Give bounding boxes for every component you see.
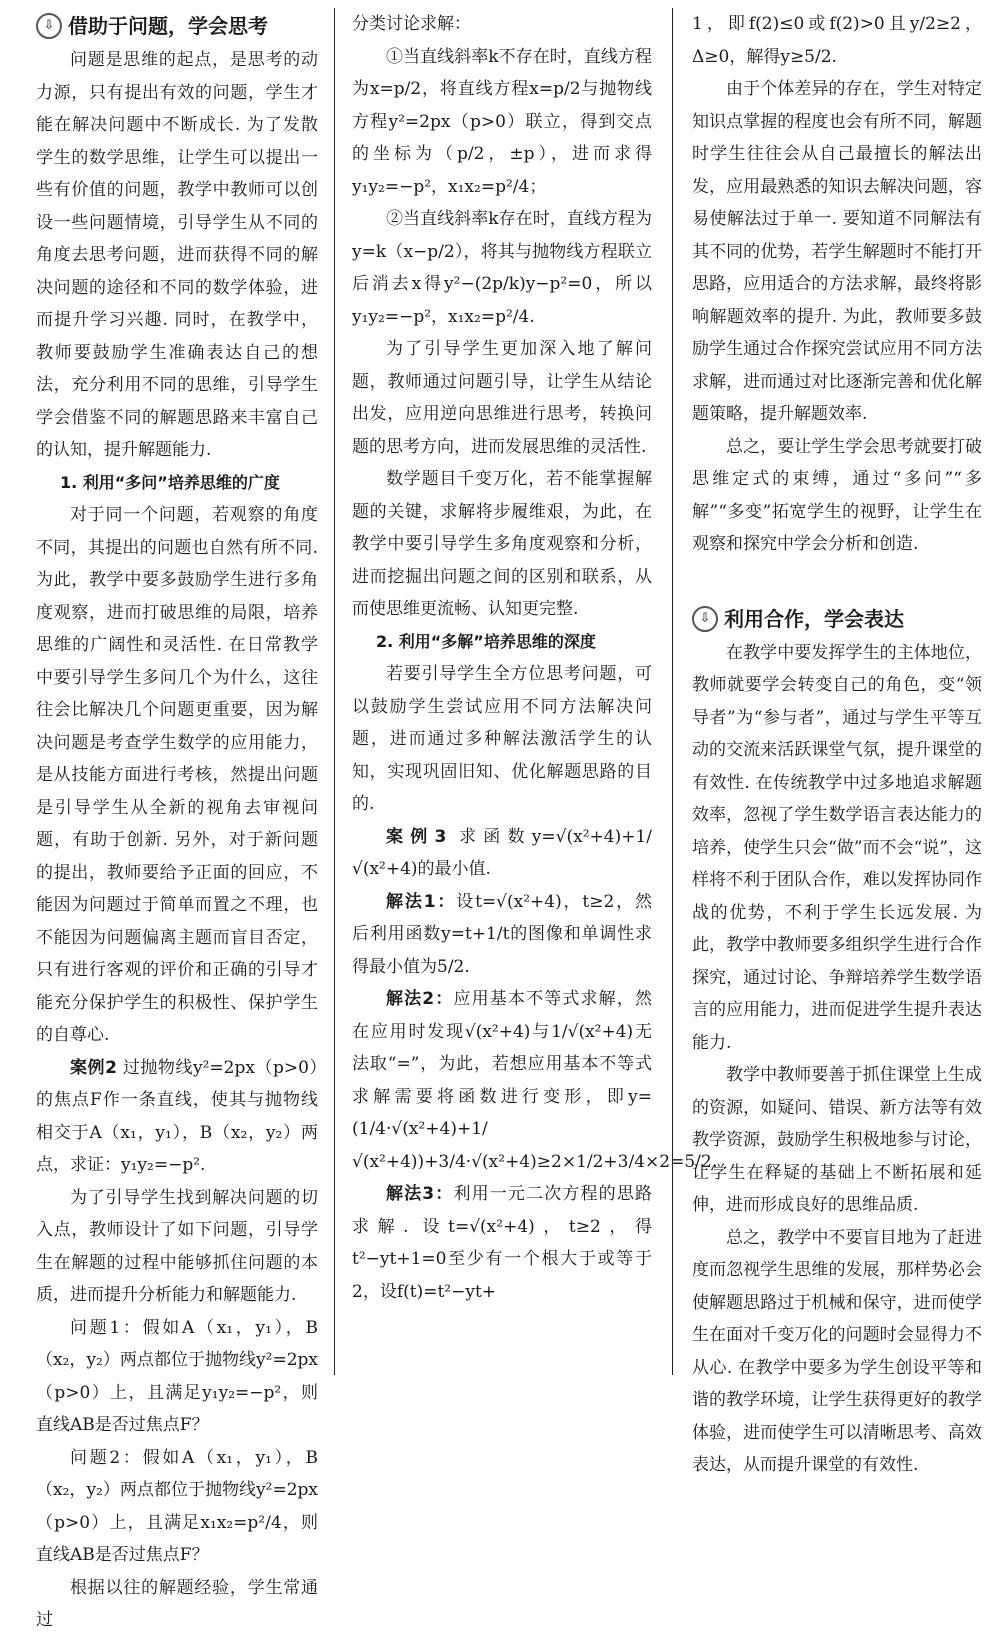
paragraph: 问题是思维的起点，是思考的动力源，只有提出有效的问题，学生才能在解决问题中不断成长. 为了发散学生的数学思维，让学生可以提出一些有价值的问题，教学中教师可以创设一些问题情境，引导学生从不同的角度去思考问题，进而获得不同的解决问题的途径和不同的数学体验，进而提升学习兴趣. 同时，在教学中，教师要鼓励学生准确表达自己的想法，充分利用不同的思维，引导学生学会借鉴不同的解题思路来丰富自己的认知，提升解题能力. [36, 50, 318, 460]
case-paragraph [352, 821, 652, 886]
paragraph: 分类讨论求解： [352, 14, 471, 34]
solution-text: 设t=√(x²+4)，t≥2，然后利用函数y=t+1/t的图像和单调性求得最小值为5/2. [352, 891, 652, 977]
paragraph: 1，即f(2)≤0或f(2)>0且y/2≥2，Δ≥0，解得y≥5/2. [692, 14, 982, 67]
subsection-title: 2. 利用“多解”培养思维的深度 [376, 631, 596, 651]
paragraph: 对于同一个问题，若观察的角度不同，其提出的问题也自然有所不同. 为此，教学中要多鼓励学生进行多角度观察，进而打破思维的局限，培养思维的广阔性和灵活性. 在日常教学中要引导学生多问几个为什么，这往往会比解决几个问题更重要，因为解决问题是考查学生数学的应用能力，是从技能方面进行考核，然提出问题是引导学生从全新的视角去审视问题，有助于创新. 另外，对于新问题的提出，教师要给予正面的回应，不能因为问题过于简单而置之不理，也不能因为问题偏离主题而盲目否定，只有进行客观的评价和正确的引导才能充分保护学生的积极性、保护学生的自尊心. [36, 505, 318, 1045]
paragraph: 由于个体差异的存在，学生对特定知识点掌握的程度也会有所不同，解题时学生往往会从自己最擅长的解法出发，应用最熟悉的知识去解决问题，容易使解法过于单一. 要知道不同解法有其不同的优势，若学生解题时不能打开思路，应用适合的方法求解，最终将影响解题效率的提升. 为此，教师要多鼓励学生通过合作探究尝试应用不同方法求解，进而通过对比逐渐完善和优化解题策略，提升解题效率. [692, 79, 982, 424]
column-1 [36, 8, 318, 1637]
solution-paragraph [352, 886, 652, 984]
subsection-title: 1. 利用“多问”培养思维的广度 [60, 472, 280, 492]
section-title: 借助于问题，学会思考 [68, 14, 268, 38]
column-3 [692, 8, 982, 1482]
section-heading [36, 8, 318, 44]
question-paragraph: 问题1：假如A（x₁，y₁），B（x₂，y₂）两点都位于抛物线y²=2px（p>0）上，且满足y₁y₂=−p²，则直线AB是否过焦点F？ [36, 1317, 318, 1435]
case-text: 求函数y=√(x²+4)+1/√(x²+4)的最小值. [352, 826, 652, 879]
column-2 [352, 8, 718, 1308]
paragraph: 总之，教学中不要盲目地为了赶进度而忽视学生思维的发展，那样势必会使解题思路过于机械和保守，进而使学生在面对千变万化的问题时会显得力不从心. 在教学中要多为学生创设平等和谐的教学环境，让学生获得更好的教学体验，进而使学生可以清晰思考、高效表达，从而提升课堂的有效性. [692, 1227, 982, 1475]
solution-label: 解法2： [386, 989, 454, 1009]
paragraph: 为了引导学生找到解决问题的切入点，教师设计了如下问题，引导学生在解题的过程中能够抓住问题的本质，进而提升分析能力和解题能力. [36, 1187, 318, 1305]
paragraph: 数学题目千变万化，若不能掌握解题的关键，求解将步履维艰，为此，在教学中要引导学生多角度观察和分析，进而挖掘出问题之间的区别和联系，从而使思维更流畅、认知更完整. [352, 469, 652, 619]
paragraph: 为了引导学生更加深入地了解问题，教师通过问题引导，让学生从结论出发，应用逆向思维进行思考，转换问题的思考方向，进而发展思维的灵活性. [352, 339, 652, 457]
solution-label: 解法3： [386, 1184, 454, 1204]
solution-text: 利用一元二次方程的思路求解. 设t=√(x²+4)，t≥2，得t²−yt+1=0至少有一个根大于或等于2，设f(t)=t²−yt+ [352, 1184, 652, 1302]
paragraph: 在教学中要发挥学生的主体地位，教师就要学会转变自己的角色，变“领导者”为“参与者”，通过与学生平等互动的交流来活跃课堂气氛，提升课堂的有效性. 在传统教学中过多地追求解题效率，忽视了学生数学语言表达能力的培养，使学生只会“做”而不会“说”，这样将不利于团队合作，难以发挥协同作战的优势，不利于学生长远发展. 为此，教学中教师要多组织学生进行合作探究，通过讨论、争辩培养学生数学语言的应用能力，进而促进学生提升表达能力. [692, 642, 982, 1053]
paragraph: 根据以往的解题经验，学生常通过 [36, 1577, 318, 1630]
arrow-down-circle-icon: ⇩ [36, 13, 62, 39]
case-paragraph [36, 1052, 318, 1182]
paragraph: 教学中教师要善于抓住课堂上生成的资源，如疑问、错误、新方法等有效教学资源，鼓励学生积极地参与讨论，让学生在释疑的基础上不断拓展和延伸，进而形成良好的思维品质. [692, 1065, 982, 1215]
paragraph: ②当直线斜率k存在时，直线方程为y=k（x−p/2），将其与抛物线方程联立后消去x得y²−(2p/k)y−p²=0，所以y₁y₂=−p²，x₁x₂=p²/4. [352, 209, 652, 327]
solution-paragraph [352, 1178, 652, 1308]
question-paragraph: 问题2：假如A（x₁，y₁），B（x₂，y₂）两点都位于抛物线y²=2px（p>0）上，且满足x₁x₂=p²/4，则直线AB是否过焦点F？ [36, 1447, 318, 1565]
section-heading [692, 601, 982, 637]
case-label: 案例3 [386, 826, 447, 847]
solution-label: 解法1： [386, 891, 457, 912]
case-label: 案例2 [70, 1057, 117, 1078]
section-spacer [692, 561, 982, 601]
solution-paragraph [352, 983, 718, 1178]
paragraph: ①当直线斜率k不存在时，直线方程为x=p/2，将直线方程x=p/2与抛物线方程y²=2px（p>0）联立，得到交点的坐标为（p/2，±p），进而求得y₁y₂=−p²，x₁x₂=p²/4； [352, 46, 652, 197]
paragraph: 总之，要让学生学会思考就要打破思维定式的束缚，通过“多问”“多解”“多变”拓宽学生的视野，让学生在观察和探究中学会分析和创造. [692, 436, 982, 554]
arrow-down-circle-icon: ⇩ [692, 606, 718, 632]
solution-text: 应用基本不等式求解，然在应用时发现√(x²+4)与1/√(x²+4)无法取“=”，为此，若想应用基本不等式求解需要将函数进行变形，即y=(1/4·√(x²+4)+1/√(x²+4))+3/4·√(x²+4)≥2×1/2+3/4×2=5/2. [352, 989, 718, 1172]
column-divider [334, 8, 335, 1375]
section-title: 利用合作，学会表达 [724, 606, 904, 631]
case-text: 过抛物线y²=2px（p>0）的焦点F作一条直线，使其与抛物线相交于A（x₁，y₁），B（x₂，y₂）两点，求证：y₁y₂=−p². [36, 1057, 318, 1175]
paragraph: 若要引导学生全方位思考问题，可以鼓励学生尝试应用不同方法解决问题，进而通过多种解法激活学生的认知，实现巩固旧知、优化解题思路的目的. [352, 664, 652, 814]
